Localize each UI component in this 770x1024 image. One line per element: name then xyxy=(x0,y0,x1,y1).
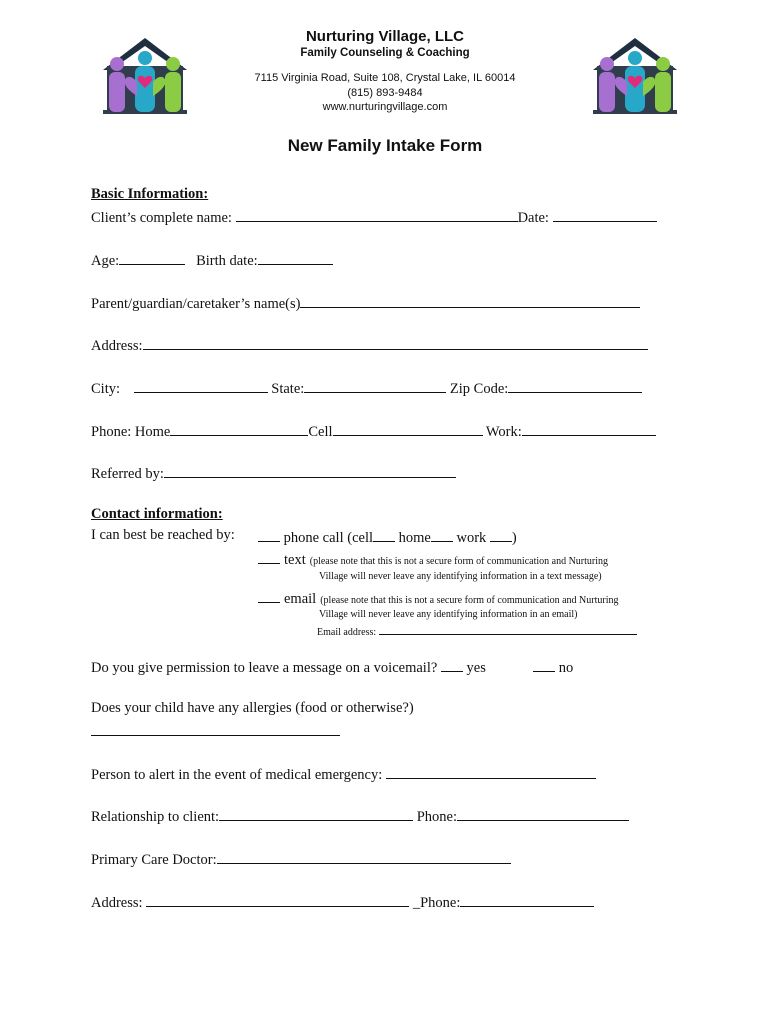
voicemail-row xyxy=(91,657,573,677)
doctor-phone-label: _Phone: xyxy=(412,895,461,911)
address-field[interactable] xyxy=(143,335,648,350)
state-label: State: xyxy=(271,381,305,397)
phone-call-label: phone call (cell xyxy=(283,530,373,546)
age-field[interactable] xyxy=(119,250,185,265)
emergency-row xyxy=(91,764,596,784)
doctor-phone-field[interactable] xyxy=(460,892,594,907)
date-label: Date: xyxy=(517,210,549,226)
emergency-label: Person to alert in the event of medical emergency: xyxy=(91,767,383,783)
text-check[interactable] xyxy=(258,549,280,564)
contact-info-heading: Contact information: xyxy=(91,506,223,522)
email-label: email xyxy=(284,591,317,607)
doctor-address-field[interactable] xyxy=(146,892,409,907)
email-address-label: Email address: xyxy=(317,627,377,638)
email-address-field[interactable] xyxy=(379,625,637,635)
form-title: New Family Intake Form xyxy=(287,136,483,155)
text-label: text xyxy=(284,552,306,568)
company-tagline: Family Counseling & Coaching xyxy=(300,47,470,59)
email-check[interactable] xyxy=(258,588,280,603)
work-label: Work: xyxy=(485,424,522,440)
text-note-2: Village will never leave any identifying information in a text message) xyxy=(319,571,602,582)
city-field[interactable] xyxy=(134,378,268,393)
cell-field[interactable] xyxy=(333,421,483,436)
phone-call-check[interactable] xyxy=(258,527,280,542)
close-paren: ) xyxy=(511,530,517,546)
company-website: www.nurturingvillage.com xyxy=(322,101,448,113)
doctor-row xyxy=(91,849,511,869)
email-address-row xyxy=(317,625,637,638)
rel-phone-field[interactable] xyxy=(457,806,629,821)
allergies-question: Does your child have any allergies (food or otherwise?) xyxy=(91,700,414,716)
birth-date-label: Birth date: xyxy=(196,253,258,269)
company-phone: (815) 893-9484 xyxy=(347,87,423,99)
doctor-field[interactable] xyxy=(217,849,511,864)
voicemail-yes-check[interactable] xyxy=(441,657,463,672)
age-row xyxy=(91,250,333,270)
doctor-label: Primary Care Doctor: xyxy=(91,852,217,868)
rel-phone-label: Phone: xyxy=(416,809,457,825)
email-note-2: Village will never leave any identifying information in an email) xyxy=(319,609,578,620)
zip-field[interactable] xyxy=(508,378,642,393)
referred-row xyxy=(91,463,456,483)
company-address: 7115 Virginia Road, Suite 108, Crystal Lake, IL 60014 xyxy=(254,72,516,84)
phone-row xyxy=(91,421,656,441)
client-name-label: Client’s complete name: xyxy=(91,210,232,226)
work-check[interactable] xyxy=(490,527,512,542)
phone-home-label: Phone: Home xyxy=(91,424,171,440)
zip-label: Zip Code: xyxy=(449,381,509,397)
basic-info-heading: Basic Information: xyxy=(91,186,209,202)
relationship-field[interactable] xyxy=(219,806,413,821)
date-field[interactable] xyxy=(553,207,657,222)
voicemail-no-check[interactable] xyxy=(533,657,555,672)
cell-check[interactable] xyxy=(373,527,395,542)
state-field[interactable] xyxy=(304,378,446,393)
relationship-label: Relationship to client: xyxy=(91,809,220,825)
client-name-field[interactable] xyxy=(236,207,518,222)
cell-label: Cell xyxy=(308,424,333,440)
phone-call-row xyxy=(258,527,517,547)
work-field[interactable] xyxy=(522,421,656,436)
phone-home-field[interactable] xyxy=(170,421,308,436)
age-label: Age: xyxy=(91,253,120,269)
address-label: Address: xyxy=(91,338,143,354)
city-label: City: xyxy=(91,381,121,397)
parent-row xyxy=(91,293,640,313)
company-name: Nurturing Village, LLC xyxy=(305,28,465,45)
client-name-row xyxy=(91,207,657,227)
voicemail-question: Do you give permission to leave a message on a voicemail? xyxy=(91,660,438,676)
email-row xyxy=(258,588,618,608)
birth-date-field[interactable] xyxy=(258,250,333,265)
allergies-field[interactable] xyxy=(91,721,340,736)
no-label: no xyxy=(558,660,574,676)
address-row xyxy=(91,335,648,355)
referred-label: Referred by: xyxy=(91,466,164,482)
city-row xyxy=(91,378,642,398)
home-label: home xyxy=(398,530,431,546)
parent-label: Parent/guardian/caretaker’s name(s) xyxy=(91,296,301,312)
emergency-field[interactable] xyxy=(386,764,596,779)
home-check[interactable] xyxy=(431,527,453,542)
best-reached-label: I can best be reached by: xyxy=(91,527,235,543)
email-note-1: (please note that this is not a secure form of communication and Nurturing xyxy=(320,595,619,606)
referred-field[interactable] xyxy=(164,463,456,478)
doctor-address-label: Address: xyxy=(91,895,143,911)
text-row xyxy=(258,549,608,569)
text-note-1: (please note that this is not a secure form of communication and Nurturing xyxy=(309,556,609,567)
yes-label: yes xyxy=(466,660,486,676)
relationship-row xyxy=(91,806,629,826)
doctor-address-row xyxy=(91,892,594,912)
work-small-label: work xyxy=(456,530,487,546)
parent-field[interactable] xyxy=(300,293,640,308)
